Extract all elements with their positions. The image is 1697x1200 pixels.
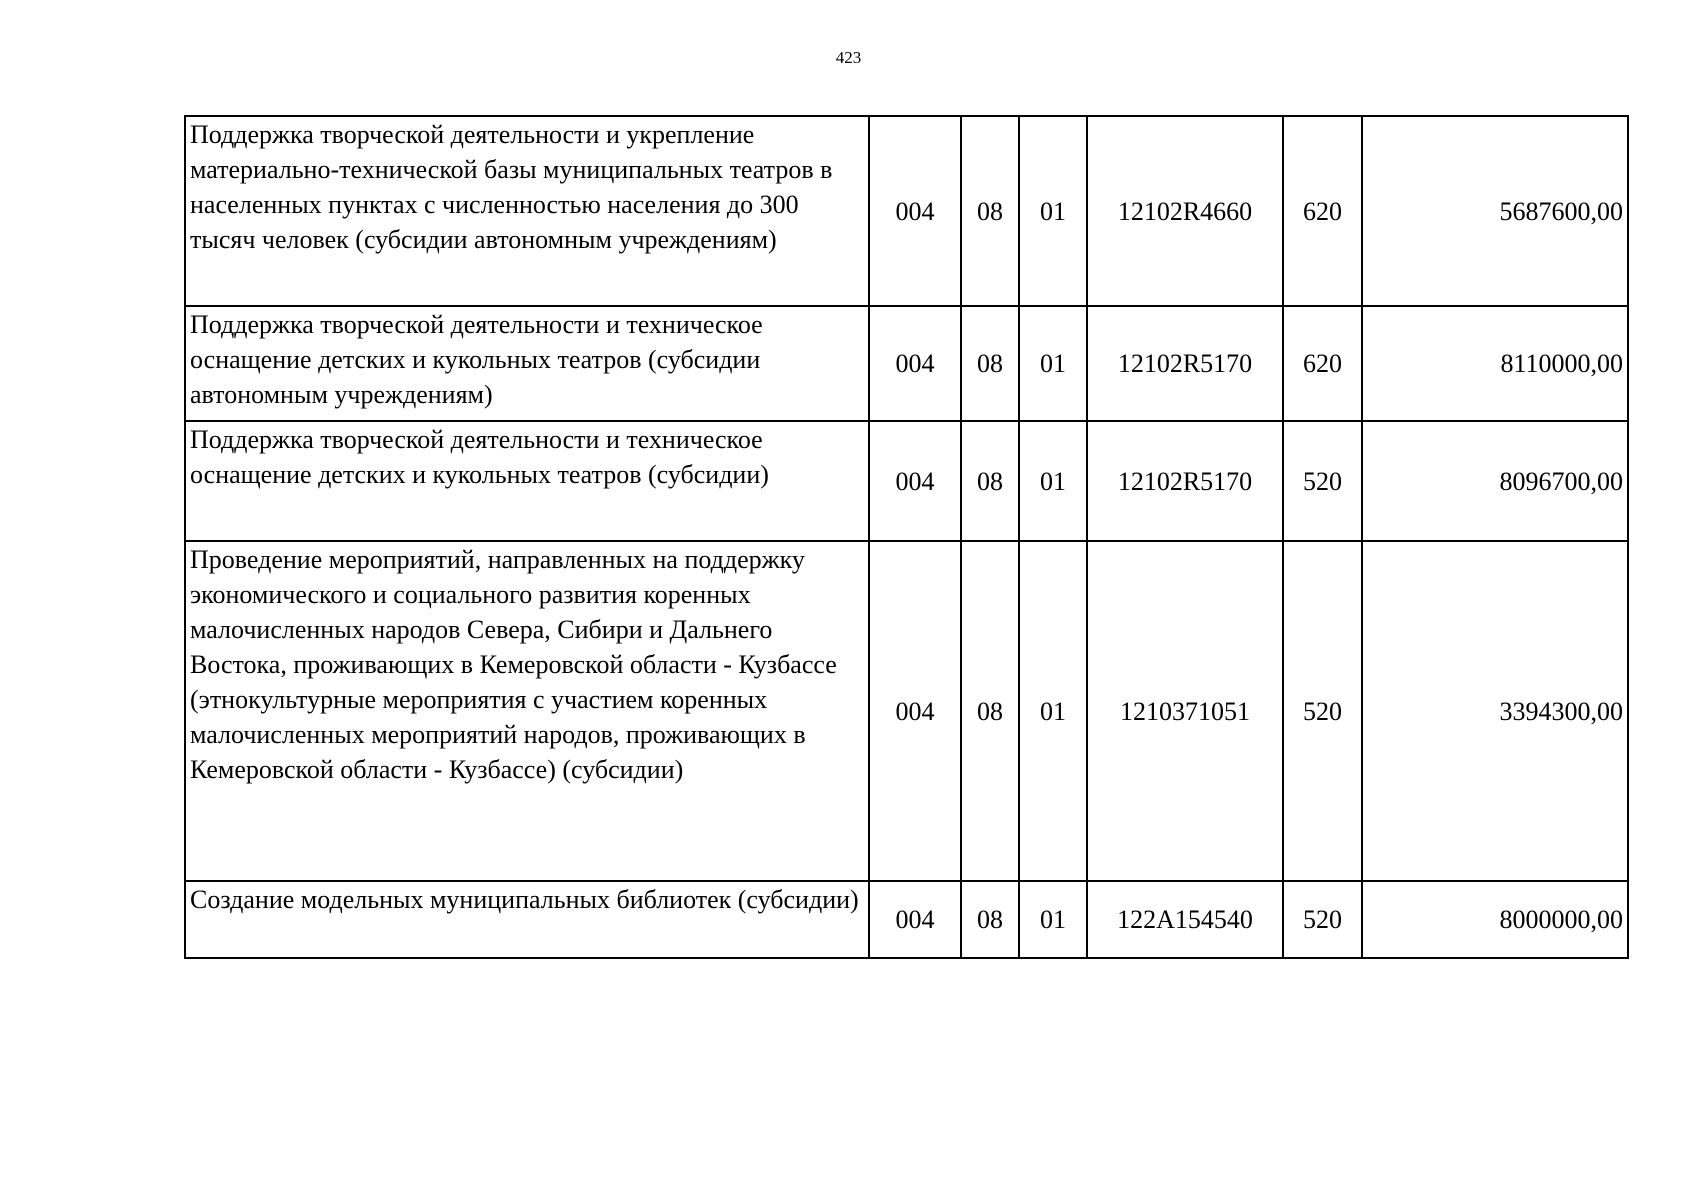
expense-name-cell: Поддержка творческой деятельности и техническое оснащение детских и кукольных театров (субсидии автономным учреждениям): [185, 306, 869, 421]
amount-cell: 3394300,00: [1362, 541, 1628, 881]
expense-name-cell: Проведение мероприятий, направленных на поддержку экономического и социального развития коренных малочисленных народов Севера, Сибири и Дальнего Востока, проживающих в Кемеровской области - Кузбассе (этнокультурные мероприятия с участием коренных малочисленных мероприятий народов, проживающих в Кемеровской области - Кузбассе) (субсидии): [185, 541, 869, 881]
section-code-cell: 08: [961, 306, 1019, 421]
target-article-cell: 12102R5170: [1087, 421, 1283, 541]
table-row: [185, 541, 1628, 881]
expense-type-cell: 520: [1283, 541, 1362, 881]
ministry-code-cell: 004: [869, 541, 961, 881]
target-article-cell: 1210371051: [1087, 541, 1283, 881]
ministry-code-cell: 004: [869, 421, 961, 541]
subsection-code-cell: 01: [1019, 306, 1087, 421]
amount-cell: 5687600,00: [1362, 116, 1628, 306]
expense-name-cell: Создание модельных муниципальных библиотек (субсидии): [185, 881, 869, 958]
table-row: [185, 116, 1628, 306]
ministry-code-cell: 004: [869, 116, 961, 306]
amount-cell: 8096700,00: [1362, 421, 1628, 541]
subsection-code-cell: 01: [1019, 421, 1087, 541]
expense-name-cell: Поддержка творческой деятельности и техническое оснащение детских и кукольных театров (субсидии): [185, 421, 869, 541]
subsection-code-cell: 01: [1019, 116, 1087, 306]
table-row: [185, 306, 1628, 421]
expense-type-cell: 520: [1283, 421, 1362, 541]
section-code-cell: 08: [961, 421, 1019, 541]
expense-type-cell: 620: [1283, 116, 1362, 306]
budget-table: [184, 115, 1629, 959]
subsection-code-cell: 01: [1019, 881, 1087, 958]
table-row: [185, 881, 1628, 958]
expense-type-cell: 620: [1283, 306, 1362, 421]
ministry-code-cell: 004: [869, 881, 961, 958]
target-article-cell: 12102R5170: [1087, 306, 1283, 421]
target-article-cell: 122A154540: [1087, 881, 1283, 958]
amount-cell: 8110000,00: [1362, 306, 1628, 421]
section-code-cell: 08: [961, 541, 1019, 881]
section-code-cell: 08: [961, 881, 1019, 958]
table-row: [185, 421, 1628, 541]
expense-name-cell: Поддержка творческой деятельности и укрепление материально-технической базы муниципальных театров в населенных пунктах с численностью населения до 300 тысяч человек (субсидии автономным учреждениям): [185, 116, 869, 306]
ministry-code-cell: 004: [869, 306, 961, 421]
subsection-code-cell: 01: [1019, 541, 1087, 881]
amount-cell: 8000000,00: [1362, 881, 1628, 958]
target-article-cell: 12102R4660: [1087, 116, 1283, 306]
page-number: 423: [835, 48, 862, 67]
expense-type-cell: 520: [1283, 881, 1362, 958]
section-code-cell: 08: [961, 116, 1019, 306]
